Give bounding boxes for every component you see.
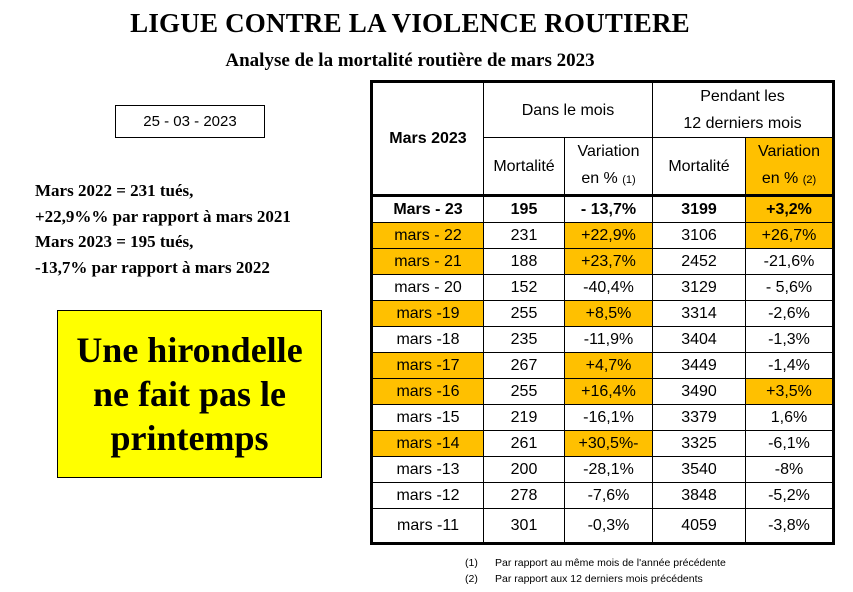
cell-mortalite: 267 bbox=[484, 353, 565, 379]
slogan-line: printemps bbox=[110, 418, 269, 458]
header-variation-2: Variation en % (2) bbox=[746, 138, 834, 196]
cell-month: mars -17 bbox=[372, 353, 484, 379]
cell-month: mars -13 bbox=[372, 457, 484, 483]
cell-mortalite-12: 3449 bbox=[653, 353, 746, 379]
cell-variation: -7,6% bbox=[565, 483, 653, 509]
cell-mortalite-12: 3848 bbox=[653, 483, 746, 509]
cell-variation-12: -1,4% bbox=[746, 353, 834, 379]
cell-mortalite-12: 3325 bbox=[653, 431, 746, 457]
table-row bbox=[372, 457, 834, 483]
cell-mortalite-12: 3379 bbox=[653, 405, 746, 431]
summary-line: Mars 2023 = 195 tués, bbox=[35, 232, 194, 251]
table-corner-header: Mars 2023 bbox=[372, 82, 484, 196]
cell-mortalite-12: 3404 bbox=[653, 327, 746, 353]
page-subtitle: Analyse de la mortalité routière de mars 2023 bbox=[225, 50, 595, 71]
cell-variation-12: -5,2% bbox=[746, 483, 834, 509]
table-row bbox=[372, 275, 834, 301]
summary-line: +22,9%% par rapport à mars 2021 bbox=[35, 206, 291, 226]
cell-mortalite: 231 bbox=[484, 223, 565, 249]
cell-mortalite-12: 3129 bbox=[653, 275, 746, 301]
table-row bbox=[372, 196, 834, 223]
cell-mortalite-12: 2452 bbox=[653, 249, 746, 275]
cell-variation-12: -3,8% bbox=[746, 509, 834, 544]
cell-mortalite: 152 bbox=[484, 275, 565, 301]
cell-variation: +8,5% bbox=[565, 301, 653, 327]
cell-mortalite-12: 3314 bbox=[653, 301, 746, 327]
table-row bbox=[372, 405, 834, 431]
cell-variation: +22,9% bbox=[565, 223, 653, 249]
cell-month: mars - 22 bbox=[372, 223, 484, 249]
cell-variation-12: +26,7% bbox=[746, 223, 834, 249]
header-dans-le-mois: Dans le mois bbox=[484, 82, 653, 138]
slogan-line: Une hirondelle bbox=[76, 330, 303, 370]
cell-month: mars -16 bbox=[372, 379, 484, 405]
cell-variation: +4,7% bbox=[565, 353, 653, 379]
cell-month: mars -19 bbox=[372, 301, 484, 327]
cell-variation: -40,4% bbox=[565, 275, 653, 301]
cell-variation-12: -21,6% bbox=[746, 249, 834, 275]
cell-mortalite: 261 bbox=[484, 431, 565, 457]
footnotes bbox=[465, 555, 726, 587]
cell-variation-12: -2,6% bbox=[746, 301, 834, 327]
slogan-box bbox=[57, 310, 322, 478]
summary-line: Mars 2022 = 231 tués, bbox=[35, 181, 194, 200]
cell-variation: -0,3% bbox=[565, 509, 653, 544]
cell-mortalite-12: 4059 bbox=[653, 509, 746, 544]
cell-variation-12: +3,2% bbox=[746, 196, 834, 223]
cell-variation: - 13,7% bbox=[565, 196, 653, 223]
cell-month: mars -18 bbox=[372, 327, 484, 353]
cell-mortalite: 188 bbox=[484, 249, 565, 275]
cell-month: mars -12 bbox=[372, 483, 484, 509]
cell-mortalite-12: 3106 bbox=[653, 223, 746, 249]
cell-variation-12: 1,6% bbox=[746, 405, 834, 431]
cell-month: mars - 20 bbox=[372, 275, 484, 301]
cell-mortalite: 195 bbox=[484, 196, 565, 223]
cell-mortalite-12: 3199 bbox=[653, 196, 746, 223]
footnote-2: (2) Par rapport aux 12 derniers mois précédents bbox=[465, 573, 703, 585]
cell-month: Mars - 23 bbox=[372, 196, 484, 223]
mortality-table bbox=[370, 80, 835, 545]
header-12-derniers-mois: Pendant les 12 derniers mois bbox=[653, 82, 834, 138]
cell-mortalite: 301 bbox=[484, 509, 565, 544]
cell-variation-12: -8% bbox=[746, 457, 834, 483]
table-row bbox=[372, 327, 834, 353]
cell-variation: +23,7% bbox=[565, 249, 653, 275]
cell-variation-12: - 5,6% bbox=[746, 275, 834, 301]
cell-variation: +30,5%- bbox=[565, 431, 653, 457]
cell-month: mars -11 bbox=[372, 509, 484, 544]
cell-variation-12: -1,3% bbox=[746, 327, 834, 353]
cell-mortalite: 219 bbox=[484, 405, 565, 431]
summary-text bbox=[35, 178, 291, 280]
cell-variation: +16,4% bbox=[565, 379, 653, 405]
summary-line: -13,7% par rapport à mars 2022 bbox=[35, 257, 270, 277]
table-row bbox=[372, 223, 834, 249]
table-row bbox=[372, 379, 834, 405]
header-mortalite-12: Mortalité bbox=[653, 138, 746, 196]
cell-mortalite: 255 bbox=[484, 379, 565, 405]
cell-variation: -16,1% bbox=[565, 405, 653, 431]
cell-month: mars - 21 bbox=[372, 249, 484, 275]
table-row bbox=[372, 353, 834, 379]
page-title: LIGUE CONTRE LA VIOLENCE ROUTIERE bbox=[130, 8, 690, 38]
table-row bbox=[372, 483, 834, 509]
table-row bbox=[372, 431, 834, 457]
header-variation-1: Variation en % (1) bbox=[565, 138, 653, 196]
cell-variation: -11,9% bbox=[565, 327, 653, 353]
cell-variation-12: +3,5% bbox=[746, 379, 834, 405]
cell-mortalite: 255 bbox=[484, 301, 565, 327]
header-mortalite: Mortalité bbox=[484, 138, 565, 196]
table-row bbox=[372, 509, 834, 544]
slogan-line: ne fait pas le bbox=[93, 374, 286, 414]
cell-month: mars -14 bbox=[372, 431, 484, 457]
cell-variation-12: -6,1% bbox=[746, 431, 834, 457]
table-row bbox=[372, 301, 834, 327]
cell-mortalite: 200 bbox=[484, 457, 565, 483]
cell-mortalite: 278 bbox=[484, 483, 565, 509]
cell-month: mars -15 bbox=[372, 405, 484, 431]
cell-mortalite: 235 bbox=[484, 327, 565, 353]
cell-mortalite-12: 3540 bbox=[653, 457, 746, 483]
table-row bbox=[372, 249, 834, 275]
footnote-1: (1) Par rapport au même mois de l'année précédente bbox=[465, 557, 726, 569]
date-box: 25 - 03 - 2023 bbox=[115, 105, 265, 138]
cell-mortalite-12: 3490 bbox=[653, 379, 746, 405]
cell-variation: -28,1% bbox=[565, 457, 653, 483]
